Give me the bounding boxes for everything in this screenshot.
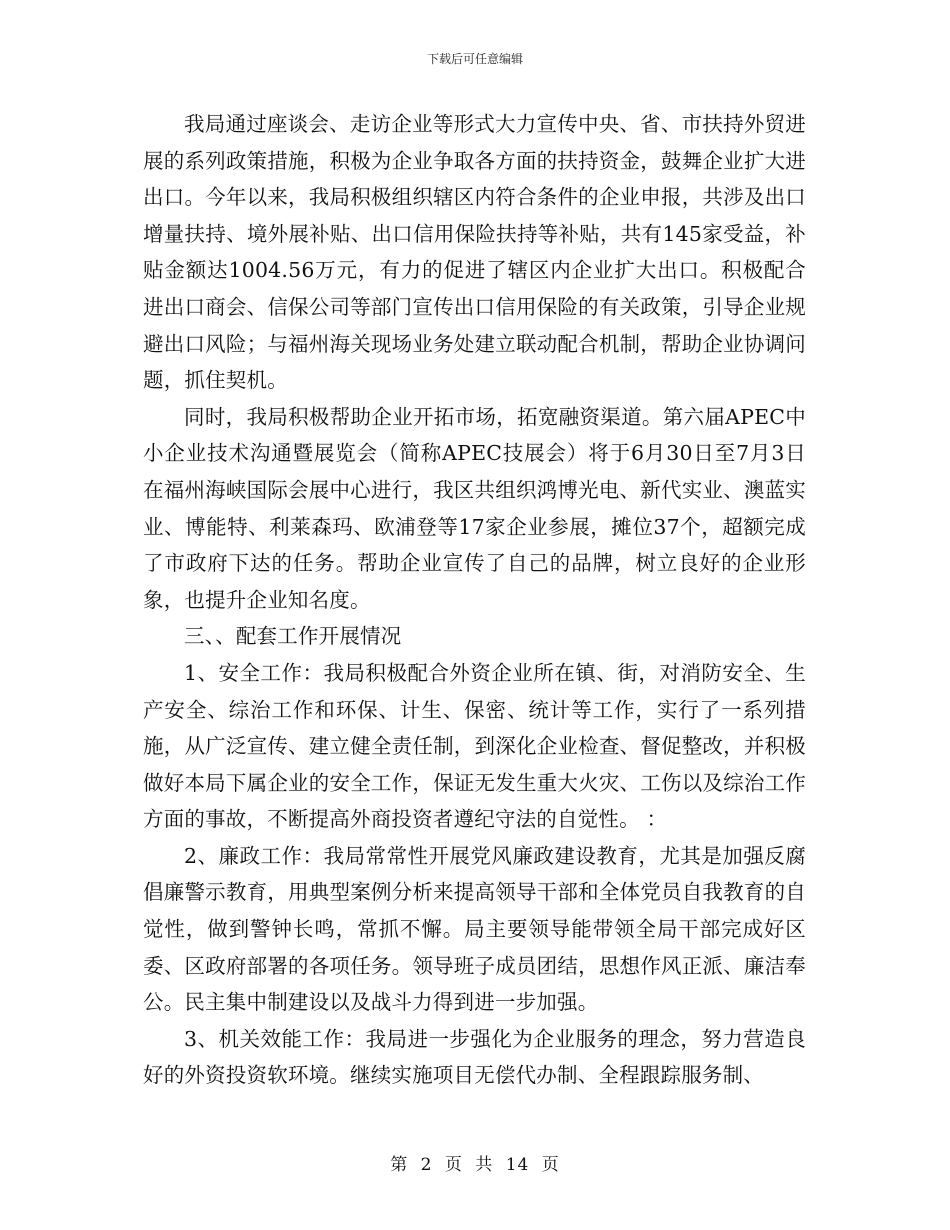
section-heading-supporting-work: 三、、配套工作开展情况	[184, 624, 402, 649]
paragraph-market-expansion: 同时，我局积极帮助企业开拓市场，拓宽融资渠道。第六届APEC中小企业技术沟通暨展览会（简称APEC技展会）将于6月30日至7月3日在福州海峡国际会展中心进行，我区共组织鸿博光电、新代实业、澳蓝实业、博能特、利莱森玛、欧浦登等17家企业参展，摊位37个，超额完成了市政府下达的任务。帮助企业宣传了自己的品牌，树立良好的企业形象，也提升企业知名度。	[143, 404, 806, 612]
document-body	[143, 106, 806, 1094]
page-number-footer: 第 2 页 共 14 页	[390, 1155, 560, 1175]
paragraph-safety-work: 1、安全工作：我局积极配合外资企业所在镇、街，对消防安全、生产安全、综治工作和环保、计生、保密、统计等工作，实行了一系列措施，从广泛宣传、建立健全责任制，到深化企业检查、督促整改，并积极做好本局下属企业的安全工作，保证无发生重大火灾、工伤以及综治工作方面的事故，不断提高外商投资者遵纪守法的自觉性。 ：	[143, 660, 806, 832]
paragraph-integrity-work: 2、廉政工作：我局常常性开展党风廉政建设教育，尤其是加强反腐倡廉警示教育，用典型案例分析来提高领导干部和全体党员自我教育的自觉性，做到警钟长鸣，常抓不懈。局主要领导能带领全局干部完成好区委、区政府部署的各项任务。领导班子成员团结，思想作风正派、廉洁奉公。民主集中制建设以及战斗力得到进一步加强。	[143, 843, 806, 1015]
paragraph-efficiency-work: 3、机关效能工作：我局进一步强化为企业服务的理念，努力营造良好的外资投资软环境。继续实施项目无偿代办制、全程跟踪服务制、	[143, 1026, 806, 1088]
page-header: 下载后可任意编辑	[426, 52, 523, 66]
paragraph-policy-support: 我局通过座谈会、走访企业等形式大力宣传中央、省、市扶持外贸进展的系列政策措施，积极为企业争取各方面的扶持资金，鼓舞企业扩大进出口。今年以来，我局积极组织辖区内符合条件的企业申报，共涉及出口增量扶持、境外展补贴、出口信用保险扶持等补贴，共有145家受益，补贴金额达1004.56万元，有力的促进了辖区内企业扩大出口。积极配合进出口商会、信保公司等部门宣传出口信用保险的有关政策，引导企业规避出口风险；与福州海关现场业务处建立联动配合机制，帮助企业协调问题，抓住契机。	[143, 112, 806, 393]
